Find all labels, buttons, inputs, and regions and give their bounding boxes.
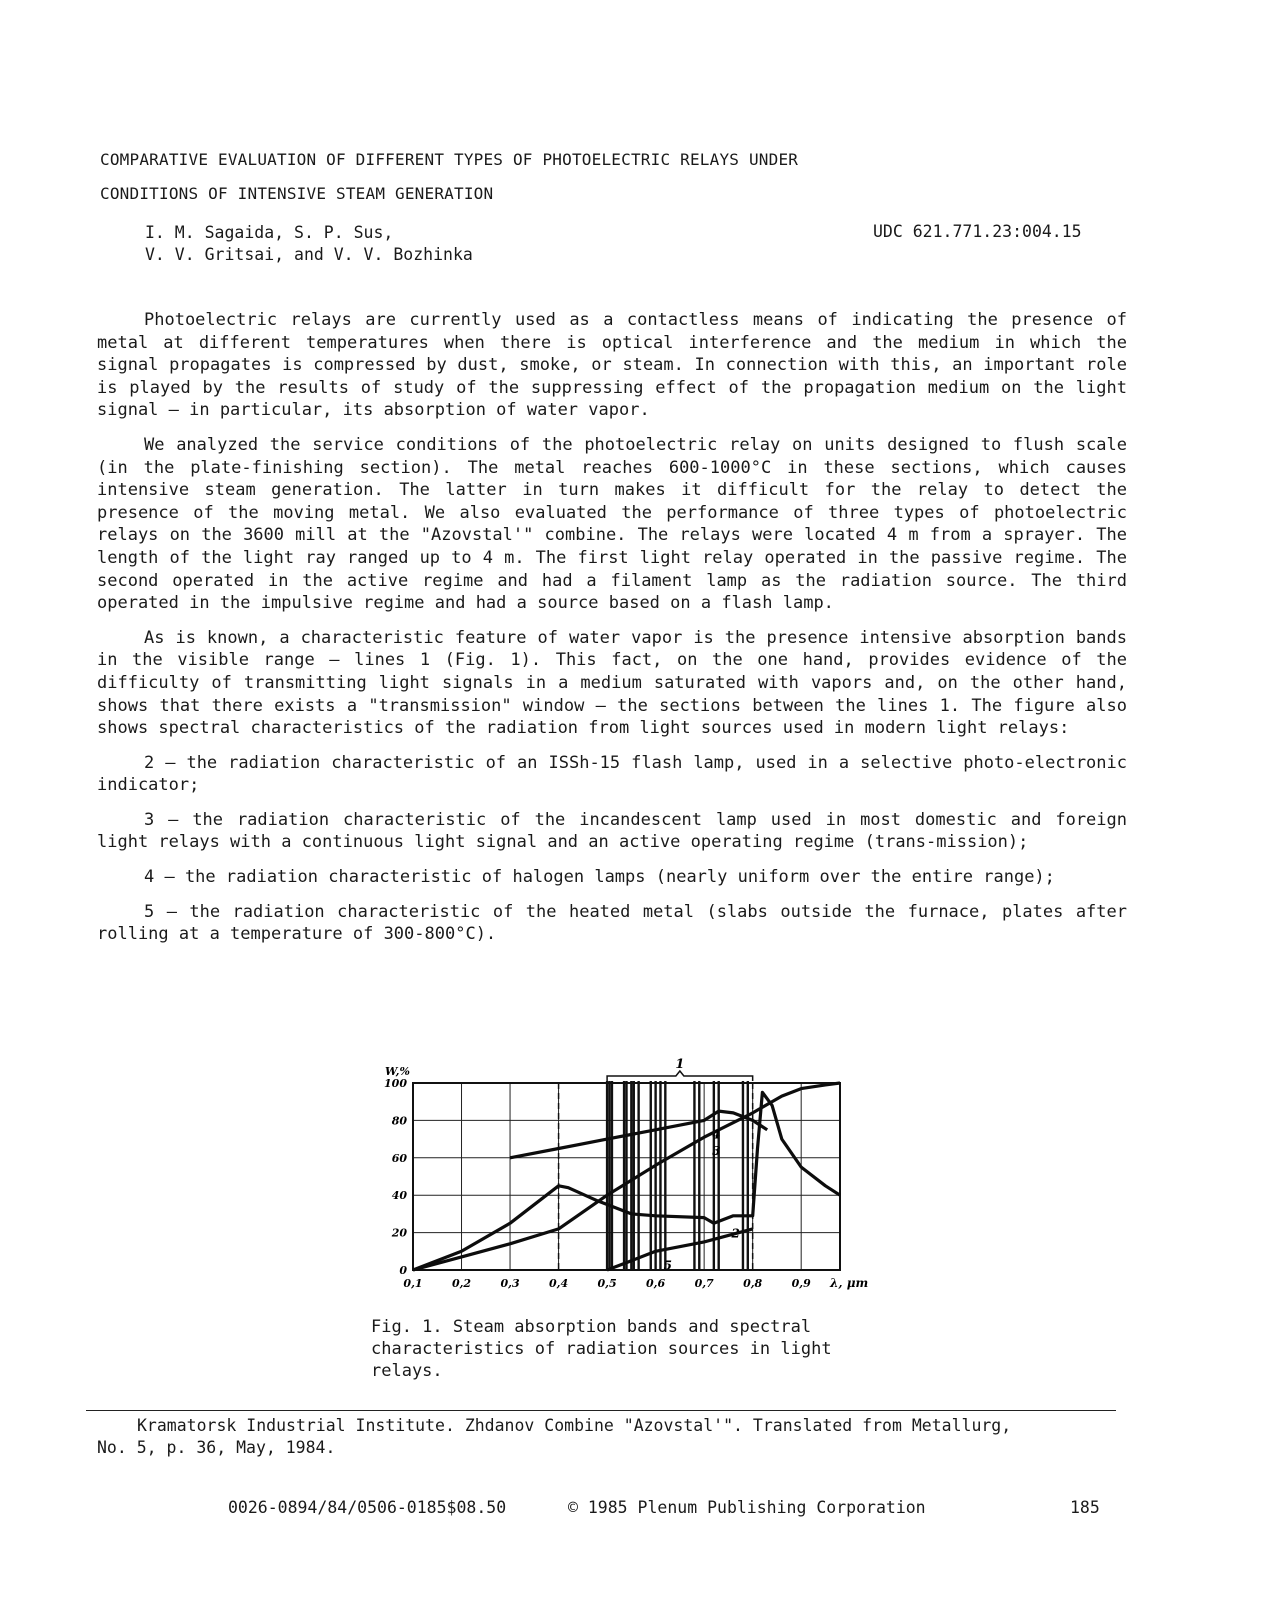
- y-tick-label: 0: [399, 1264, 407, 1277]
- paragraph: 2 — the radiation characteristic of an ISSh-15 flash lamp, used in a selective photo-electronic indicator;: [97, 752, 1127, 796]
- figure-1: [370, 1055, 890, 1300]
- paragraph: We analyzed the service conditions of the photoelectric relay on units designed to flush scale (in the plate-finishing section). The metal reaches 600-1000°C in these sections, which causes intensive steam generation. The latter in turn makes it difficult for the relay to detect the presence of the moving metal. We also evaluated the performance of three types of photoelectric relays on the 3600 mill at the "Azovstal'" combine. The relays were located 4 m from a sprayer. The length of the light ray ranged up to 4 m. The first light relay operated in the passive regime. The second operated in the active regime and had a filament lamp as the radiation source. The third operated in the impulsive regime and had a source based on a flash lamp.: [97, 434, 1127, 614]
- paragraph: Photoelectric relays are currently used as a contactless means of indicating the presence of metal at different temperatures when there is optical interference and the medium in which the signal propagates is compressed by dust, smoke, or steam. In connection with this, an important role is played by the results of study of the suppressing effect of the propagation medium on the light signal — in particular, its absorption of water vapor.: [97, 310, 1127, 421]
- x-tick-label: 0,9: [791, 1277, 811, 1290]
- x-tick-label: 0,1: [403, 1277, 423, 1290]
- article-title: [100, 143, 798, 211]
- footnote-line-1: Kramatorsk Industrial Institute. Zhdanov Combine "Azovstal'". Translated from Metallurg,: [137, 1416, 1012, 1435]
- footnote-line-2: No. 5, p. 36, May, 1984.: [97, 1438, 336, 1457]
- x-tick-label: 0,8: [743, 1277, 763, 1290]
- authors-line-2: V. V. Gritsai, and V. V. Bozhinka: [145, 245, 473, 264]
- x-tick-label: 0,4: [548, 1277, 569, 1290]
- paragraph: As is known, a characteristic feature of water vapor is the presence intensive absorption bands in the visible range — lines 1 (Fig. 1). This fact, on the one hand, provides evidence of the difficulty of transmitting light signals in a medium saturated with vapors and, on the other hand, shows that there exists a "transmission" window — the sections between the lines 1. The figure also shows spectral characteristics of the radiation from light sources used in modern light relays:: [97, 627, 1127, 739]
- title-line-1: COMPARATIVE EVALUATION OF DIFFERENT TYPES OF PHOTOELECTRIC RELAYS UNDER: [100, 150, 799, 169]
- footnote-divider: [86, 1410, 1116, 1411]
- figure-caption: Fig. 1. Steam absorption bands and spectral characteristics of radiation sources in light relays.: [371, 1317, 832, 1381]
- paragraph: 4 — the radiation characteristic of halogen lamps (nearly uniform over the entire range);: [144, 867, 1055, 888]
- authors-line-1: I. M. Sagaida, S. P. Sus,: [145, 223, 394, 242]
- authors: [145, 222, 473, 266]
- x-tick-label: 0,7: [694, 1277, 714, 1290]
- copyright: © 1985 Plenum Publishing Corporation: [568, 1498, 926, 1517]
- series-2-label: 2: [731, 1226, 740, 1241]
- footnote: [97, 1415, 1137, 1459]
- series-5-label: 5: [663, 1258, 672, 1273]
- y-tick-label: 80: [391, 1114, 407, 1128]
- x-axis-label: λ, μm: [830, 1276, 869, 1290]
- band-label: 1: [675, 1057, 685, 1072]
- publication-code: 0026-0894/84/0506-0185$08.50: [228, 1498, 507, 1517]
- udc-code: UDC 621.771.23:004.15: [873, 222, 1082, 241]
- x-tick-label: 0,5: [597, 1277, 617, 1290]
- page-number: 185: [1070, 1498, 1100, 1517]
- x-tick-label: 0,2: [451, 1277, 472, 1290]
- title-line-2: CONDITIONS OF INTENSIVE STEAM GENERATION: [100, 184, 494, 203]
- article-body: [97, 309, 1127, 958]
- y-tick-label: 20: [391, 1226, 407, 1240]
- paragraph: 5 — the radiation characteristic of the heated metal (slabs outside the furnace, plates after rolling at a temperature of 300-800°C).: [97, 901, 1127, 945]
- y-tick-label: 100: [384, 1077, 407, 1090]
- series-5-line: [607, 1226, 753, 1273]
- x-tick-label: 0,6: [646, 1277, 666, 1290]
- series-4-label: 4: [712, 1127, 721, 1142]
- y-axis-label: W,%: [385, 1065, 410, 1078]
- series-3-label: 3: [712, 1144, 721, 1159]
- y-tick-label: 60: [391, 1151, 407, 1165]
- paragraph: 3 — the radiation characteristic of the incandescent lamp used in most domestic and foreign light relays with a continuous light signal and an active operating regime (trans-mission);: [97, 809, 1127, 853]
- spectral-chart: [370, 1055, 890, 1300]
- x-tick-label: 0,3: [500, 1277, 520, 1290]
- y-tick-label: 40: [391, 1189, 407, 1203]
- absorption-band-bracket: [607, 1071, 753, 1081]
